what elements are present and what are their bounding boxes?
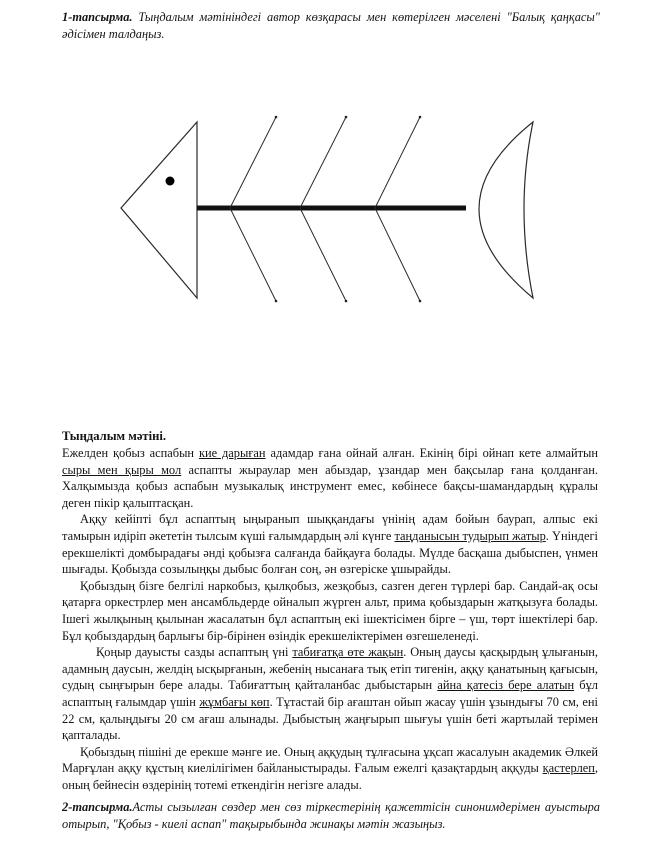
listening-text-section bbox=[62, 428, 598, 793]
bone-end-dot bbox=[275, 116, 278, 119]
text-segment: Қобыздың пішіні де ерекше мәнге ие. Оның аққудың тұлғасына ұқсап жасалуын академик Әлкей Марғұлан аққу құстың киелілігімен байланыстырады. Ғалым ежелгі қазақтардың аққуды bbox=[62, 744, 598, 776]
fish-bone bbox=[375, 208, 420, 301]
fish-head bbox=[121, 122, 197, 298]
underlined-phrase: жұмбағы көп bbox=[199, 694, 270, 709]
text-segment: Ежелден қобыз аспабын bbox=[62, 446, 199, 460]
bone-end-dot bbox=[345, 116, 348, 119]
fish-bone bbox=[230, 208, 276, 301]
paragraph-5 bbox=[62, 744, 598, 794]
bone-end-dot bbox=[275, 300, 278, 303]
text-segment: . Үніндегі ерекшелікті домбырадағы әнді қобызға салғанда байқауға болады. Мүлде басқаша дыбыспен, үнмен шығады. Қобызда созылыңқы дыбыс болған соң, ән өзгеріске ұшырайды. bbox=[62, 528, 598, 577]
text-segment: , оның бейнесін өздерінің тотемі еткендігін негізге алады. bbox=[62, 761, 598, 792]
task-1-label: 1-тапсырма. bbox=[62, 10, 133, 24]
text-segment: Аққу кейіпті бұл аспаптың ыңыранып шыққандағы үнінің адам бойын баурап, алпыс екі тамырын идіріп әкететін тылсым күші ғалымдардың әлі күнге bbox=[62, 512, 598, 543]
paragraph-2 bbox=[62, 511, 598, 577]
task-1-text: Тыңдалым мәтініндегі автор көзқарасы мен көтерілген мәселені "Балық қаңқасы" әдісімен талдаңыз. bbox=[62, 10, 600, 41]
bone-end-dot bbox=[345, 300, 348, 303]
task-2-instruction bbox=[62, 799, 600, 833]
underlined-phrase: таңданысын тудырып жатыр bbox=[394, 528, 546, 543]
text-segment: адамдар ғана ойнай алған. Екінің бірі ойнап кете алмайтын bbox=[265, 446, 598, 460]
fish-bone bbox=[300, 117, 346, 208]
fish-bone bbox=[230, 117, 276, 208]
underlined-phrase: кие дарыған bbox=[198, 446, 266, 460]
underlined-phrase: табиғатқа өте жақын bbox=[292, 645, 404, 660]
underlined-phrase: айна қатесіз бере алатын bbox=[437, 678, 575, 693]
bone-end-dot bbox=[419, 300, 422, 303]
underlined-phrase: сыры мен қыры мол bbox=[62, 462, 182, 477]
listening-heading: Тыңдалым мәтіні. bbox=[62, 429, 167, 443]
bone-end-dot bbox=[419, 116, 422, 119]
text-segment: . Тұтастай бір ағаштан ойып жасау үшін ұзындығы 70 см, ені 22 см, қалыңдығы 20 см ағаш алынады. Дыбыстың жаңғырып шығуы үшін беті жартылай терімен қапталады. bbox=[62, 694, 598, 743]
text-segment: Қобыздың бізге белгілі наркобыз, қылқобыз, жезқобыз, сазген деген түрлері бар. Сандай-ақ осы қатарға оркестрлер мен ансамбльдерде ойналып жүрген альт, прима қобыздарын жатқызуға болады. Ішегі жылқының қылынан жасалатын бұл аспаптың екі ішектісімен бірге – үш, төрт ішектілері бар. Бұл қобыздардың барлығы бір-бірінен өзіндік ерекшеліктерімен өзгешеленеді. bbox=[62, 578, 598, 643]
paragraph-4 bbox=[62, 644, 598, 744]
paragraph-1 bbox=[62, 445, 598, 511]
task-2-label: 2-тапсырма. bbox=[62, 800, 133, 814]
task-2-text: Асты сызылған сөздер мен сөз тіркестерінің қажеттісін синонимдерімен ауыстыра отырып, "Қобыз - киелі аспап" тақырыбында жинақы мәтін жазыңыз. bbox=[62, 800, 600, 831]
fish-bone bbox=[300, 208, 346, 301]
fishbone-diagram bbox=[0, 0, 659, 420]
text-segment: бұл аспаптың ғалымдар үшін bbox=[62, 678, 598, 709]
text-segment: аспапты жыраулар мен абыздар, ұзандар мен бақсылар ғана қолданған. Халқымызда қобыз аспабын музыкалық инструмент емес, көбінесе бақсы-шамандардың құралы деген пікір қалыптасқан. bbox=[62, 462, 598, 510]
paragraph-3 bbox=[62, 578, 598, 644]
fish-bone bbox=[375, 117, 420, 208]
text-segment: . Оның даусы қасқырдың ұлығанын, адамның даусын, желдің ысқырғанын, жебенің нысанаға тық етіп тигенін, аққу қанатының қағысын, судың сыңғырын бере алады. Табиғаттың қайталанбас дыбыстарын bbox=[62, 645, 599, 693]
fish-tail bbox=[479, 122, 533, 298]
text-segment: Қоңыр дауысты сазды аспаптың үні bbox=[96, 645, 293, 660]
fish-eye bbox=[166, 177, 175, 186]
underlined-phrase: қастерлеп bbox=[542, 761, 595, 776]
